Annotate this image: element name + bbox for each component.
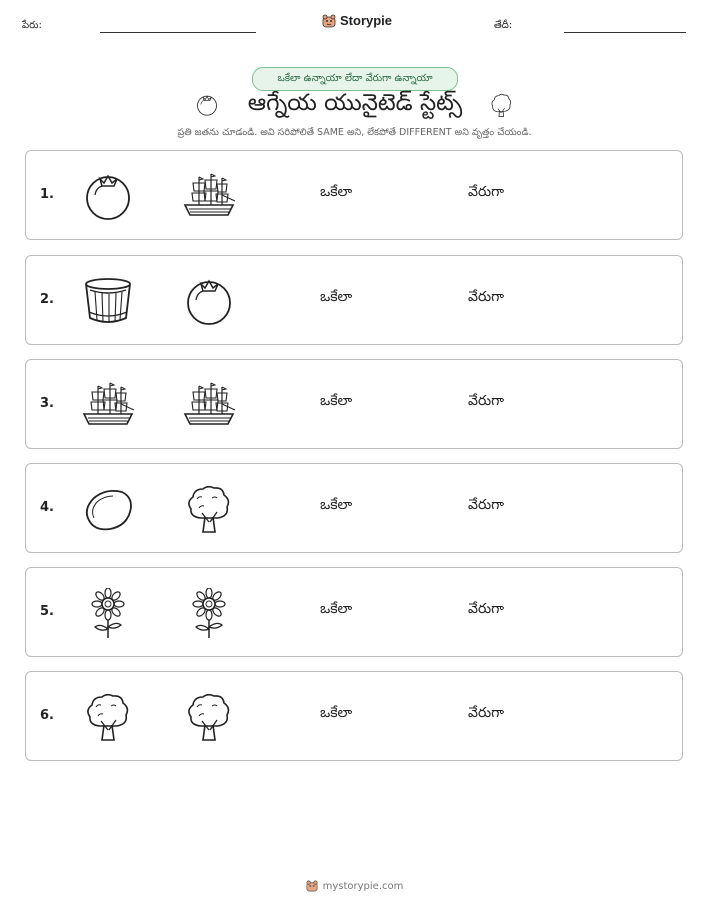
badge-text: ఒకేలా ఉన్నాయా లేదా వేరుగా ఉన్నాయా bbox=[277, 73, 433, 84]
name-line[interactable] bbox=[100, 32, 256, 33]
tomato-icon bbox=[181, 276, 237, 326]
right-picture bbox=[181, 484, 237, 534]
different-option[interactable]: వేరుగా bbox=[468, 601, 504, 617]
sunflower-icon bbox=[80, 588, 136, 638]
tree-icon bbox=[181, 484, 237, 534]
tomato-icon bbox=[80, 171, 136, 221]
different-option[interactable]: వేరుగా bbox=[468, 289, 504, 305]
tree-icon bbox=[181, 692, 237, 742]
title-row bbox=[0, 88, 709, 124]
same-option[interactable]: ఒకేలా bbox=[320, 289, 353, 305]
date-line[interactable] bbox=[564, 32, 686, 33]
drum-icon bbox=[80, 276, 136, 326]
left-picture bbox=[80, 276, 136, 326]
different-option[interactable]: వేరుగా bbox=[468, 393, 504, 409]
question-number: 3. bbox=[40, 396, 54, 411]
question-card-5 bbox=[25, 567, 683, 657]
sunflower-icon bbox=[181, 588, 237, 638]
question-number: 6. bbox=[40, 708, 54, 723]
right-picture bbox=[181, 171, 237, 221]
right-picture bbox=[181, 692, 237, 742]
question-card-3 bbox=[25, 359, 683, 449]
ship-icon bbox=[181, 380, 237, 430]
tree-icon bbox=[488, 90, 514, 124]
question-card-6 bbox=[25, 671, 683, 761]
question-card-2 bbox=[25, 255, 683, 345]
ship-icon bbox=[181, 171, 237, 221]
left-picture bbox=[80, 171, 136, 221]
question-number: 1. bbox=[40, 187, 54, 202]
storypie-mascot-icon bbox=[306, 880, 318, 892]
same-option[interactable]: ఒకేలా bbox=[320, 393, 353, 409]
left-picture bbox=[80, 692, 136, 742]
question-card-1 bbox=[25, 150, 683, 240]
different-option[interactable]: వేరుగా bbox=[468, 497, 504, 513]
left-picture bbox=[80, 484, 136, 534]
question-number: 2. bbox=[40, 292, 54, 307]
brand-name: Storypie bbox=[340, 13, 393, 28]
same-option[interactable]: ఒకేలా bbox=[320, 184, 353, 200]
question-number: 5. bbox=[40, 604, 54, 619]
brand-logo bbox=[322, 13, 392, 28]
same-option[interactable]: ఒకేలా bbox=[320, 497, 353, 513]
tomato-icon bbox=[193, 90, 221, 122]
right-picture bbox=[181, 276, 237, 326]
different-option[interactable]: వేరుగా bbox=[468, 184, 504, 200]
peanut-icon bbox=[80, 484, 136, 534]
page-title: ఆగ్నేయ యునైటెడ్ స్టేట్స్ bbox=[247, 90, 463, 116]
right-picture bbox=[181, 588, 237, 638]
tree-icon bbox=[80, 692, 136, 742]
ship-icon bbox=[80, 380, 136, 430]
same-option[interactable]: ఒకేలా bbox=[320, 601, 353, 617]
date-label: తేదీ: bbox=[494, 20, 513, 31]
storypie-mascot-icon bbox=[322, 14, 336, 28]
question-number: 4. bbox=[40, 500, 54, 515]
same-option[interactable]: ఒకేలా bbox=[320, 705, 353, 721]
left-picture bbox=[80, 380, 136, 430]
left-picture bbox=[80, 588, 136, 638]
different-option[interactable]: వేరుగా bbox=[468, 705, 504, 721]
right-picture bbox=[181, 380, 237, 430]
footer-url[interactable]: mystorypie.com bbox=[322, 880, 404, 892]
question-card-4 bbox=[25, 463, 683, 553]
name-label: పేరు: bbox=[22, 20, 42, 31]
instructions: ప్రతి జతను చూడండి. అవి సరిపోలితే SAME అని, లేకపోతే DIFFERENT అని వృత్తం చేయండి. bbox=[177, 127, 532, 138]
footer bbox=[0, 880, 709, 892]
